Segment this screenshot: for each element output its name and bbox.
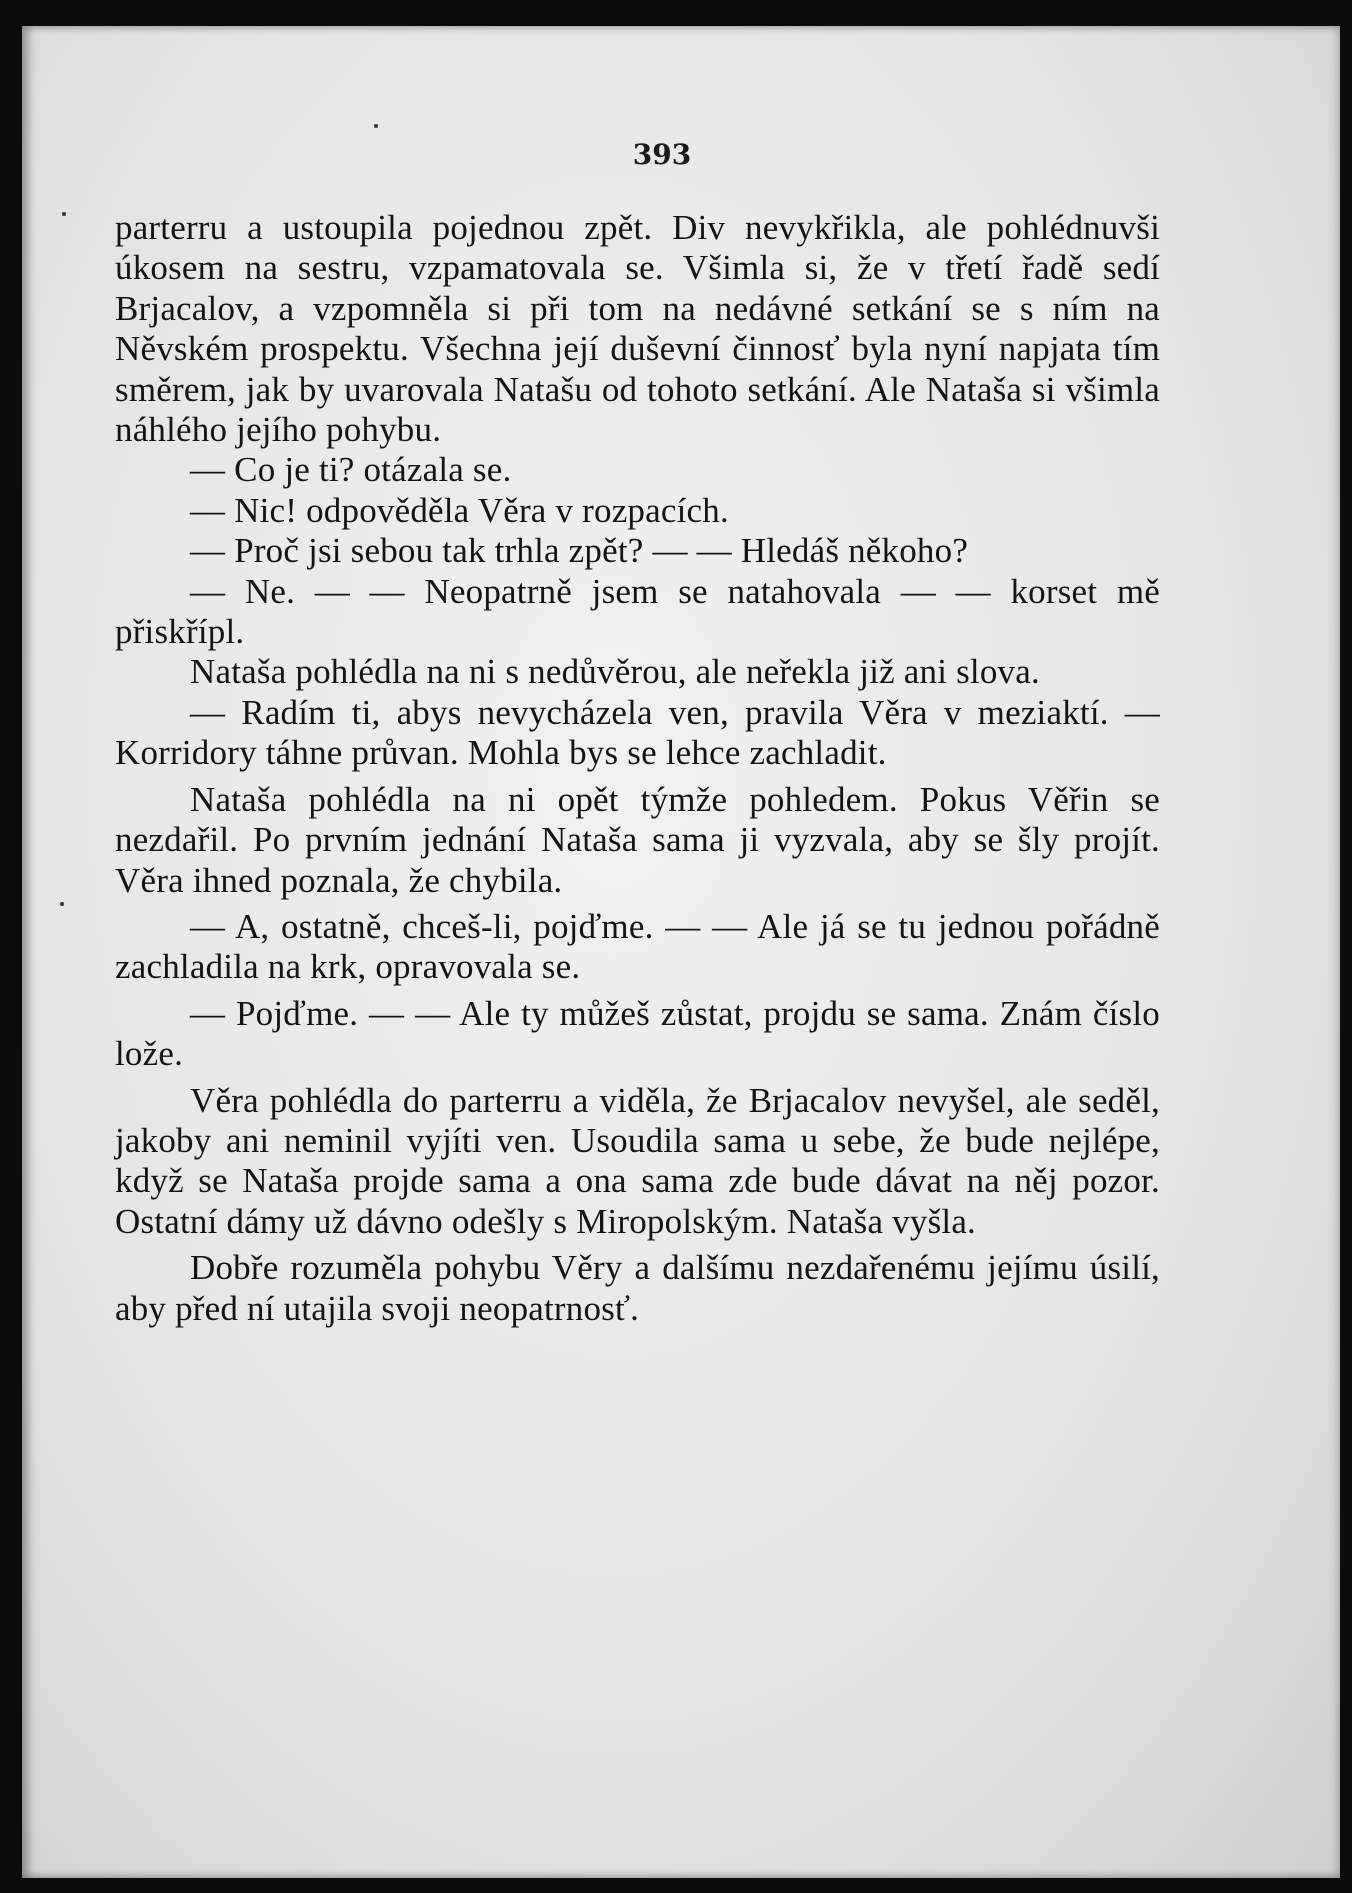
dust-speck	[62, 212, 66, 216]
paragraph: Věra pohlédla do parterru a viděla, že Brjacalov nevyšel, ale seděl, jakoby ani neminil vyjíti ven. Usoudila sama u sebe, že bude nejlépe, když se Nataša projde sama a ona sama zde bude dávat na něj pozor. Ostatní dámy už dávno odešly s Miropolským. Nataša vyšla.	[115, 1080, 1160, 1241]
paragraph: Nataša pohlédla na ni s nedůvěrou, ale neřekla již ani slova.	[190, 652, 1040, 692]
dialogue-line: — Co je ti? otázala se.	[190, 450, 512, 490]
dust-speck	[374, 124, 378, 128]
dialogue-line: — Proč jsi sebou tak trhla zpět? — — Hledáš někoho?	[190, 531, 969, 571]
dialogue-line: — Radím ti, abys nevycházela ven, pravila Věra v meziaktí. — Korridory táhne průvan. Mohla bys se lehce zachladit.	[115, 692, 1160, 773]
paragraph: parterru a ustoupila pojednou zpět. Div nevykřikla, ale pohlédnuvši úkosem na sestru, vzpamatovala se. Všimla si, že v třetí řadě sedí Brjacalov, a vzpomněla si při tom na nedávné setkání se s ním na Něvském prospektu. Všechna její duševní činnosť byla nyní napjata tím směrem, jak by uvarovala Natašu od tohoto setkání. Ale Nataša si všimla náhlého jejího pohybu.	[115, 208, 1160, 450]
book-page	[22, 26, 1340, 1878]
dialogue-line: — Nic! odpověděla Věra v rozpacích.	[190, 490, 729, 530]
dialogue-line: — Ne. — — Neopatrně jsem se natahovala — — korset mě přiskřípl.	[115, 571, 1160, 652]
paragraph: Dobře rozuměla pohybu Věry a dalšímu nezdařenému jejímu úsilí, aby před ní utajila svoji neopatrnosť.	[115, 1248, 1160, 1328]
dialogue-line: — Pojďme. — — Ale ty můžeš zůstat, projdu se sama. Znám číslo lože.	[115, 993, 1160, 1074]
paragraph: Nataša pohlédla na ni opět týmže pohledem. Pokus Věřin se nezdařil. Po prvním jednání Nataša sama ji vyzvala, aby se šly projít. Věra ihned poznala, že chybila.	[115, 779, 1160, 900]
dialogue-line: — A, ostatně, chceš-li, pojďme. — — Ale já se tu jednou pořádně zachladila na krk, opravovala se.	[115, 906, 1160, 987]
page-number: 393	[632, 138, 692, 171]
dust-speck	[60, 902, 64, 906]
body-text	[115, 208, 1160, 1329]
